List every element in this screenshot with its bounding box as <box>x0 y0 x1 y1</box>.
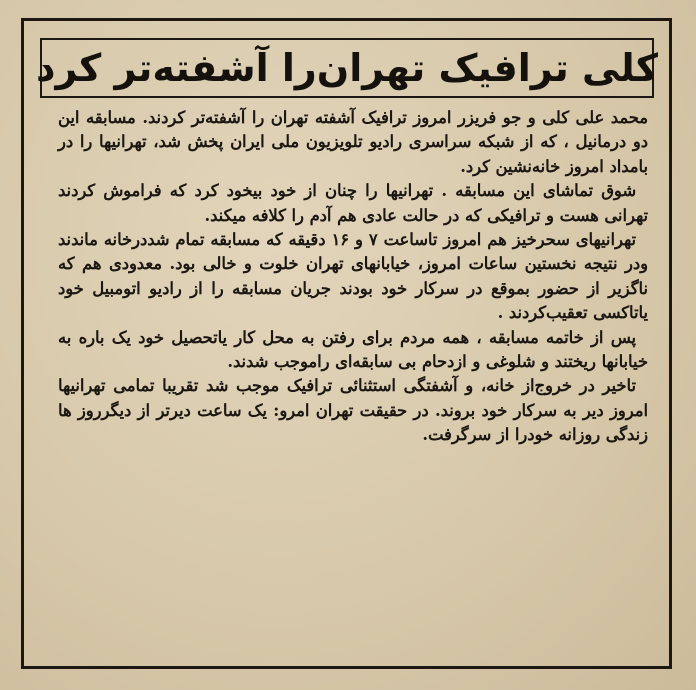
paragraph-1: محمد علی کلی و جو فریزر امروز ترافیک آشفته تهران را آشفته‌تر کردند. مسابقه این دو درمانیل ، که از شبکه سراسری رادیو تلویزیون ملی ایران پخش شد، تهرانیها را در بامداد امروز خانه‌نشین کرد. <box>58 108 648 176</box>
headline: کلی ترافیک تهران‌را آشفته‌تر کرد <box>35 46 658 90</box>
headline-box <box>35 38 658 98</box>
paragraph-4: پس از خاتمه مسابقه ، همه مردم برای رفتن به محل کار یاتحصیل خود یک باره به خیابانها ریختند و شلوغی و ازدحام بی سابقه‌ای راموجب شدند. <box>58 327 648 372</box>
paragraph-2: شوق تماشای این مسابقه . تهرانیها را چنان از خود بیخود کرد که فراموش کردند تهرانی هست و ترافیکی که در حالت عادی هم آدم را کلافه میکند. <box>58 181 648 225</box>
paragraph-3: تهرانیهای سحرخیز هم امروز تاساعت ۷ و ۱۶ دقیقه که مسابقه تمام شددرخانه ماندند ودر نتیجه نخستین ساعات امروز، خیابانهای تهران خلوت و خالی بود. معدودی هم که ناگزیر از حضور بموقع در سرکار خود بودند جریان مسابقه را از رادیو اتومبیل خود یاتاکسی تعقیب‌کردند . <box>58 230 648 323</box>
paragraph-5: تاخیر در خروج‌از خانه، و آشفتگی استثنائی ترافیک موجب شد تقریبا تمامی تهرانیها امروز دیر به سرکار خود بروند. در حقیقت تهران امرو: یک ساعت دیرتر از دیگرروز ها زندگی روزانه خودرا از سرگرفت. <box>58 376 648 445</box>
article-body <box>58 106 648 654</box>
